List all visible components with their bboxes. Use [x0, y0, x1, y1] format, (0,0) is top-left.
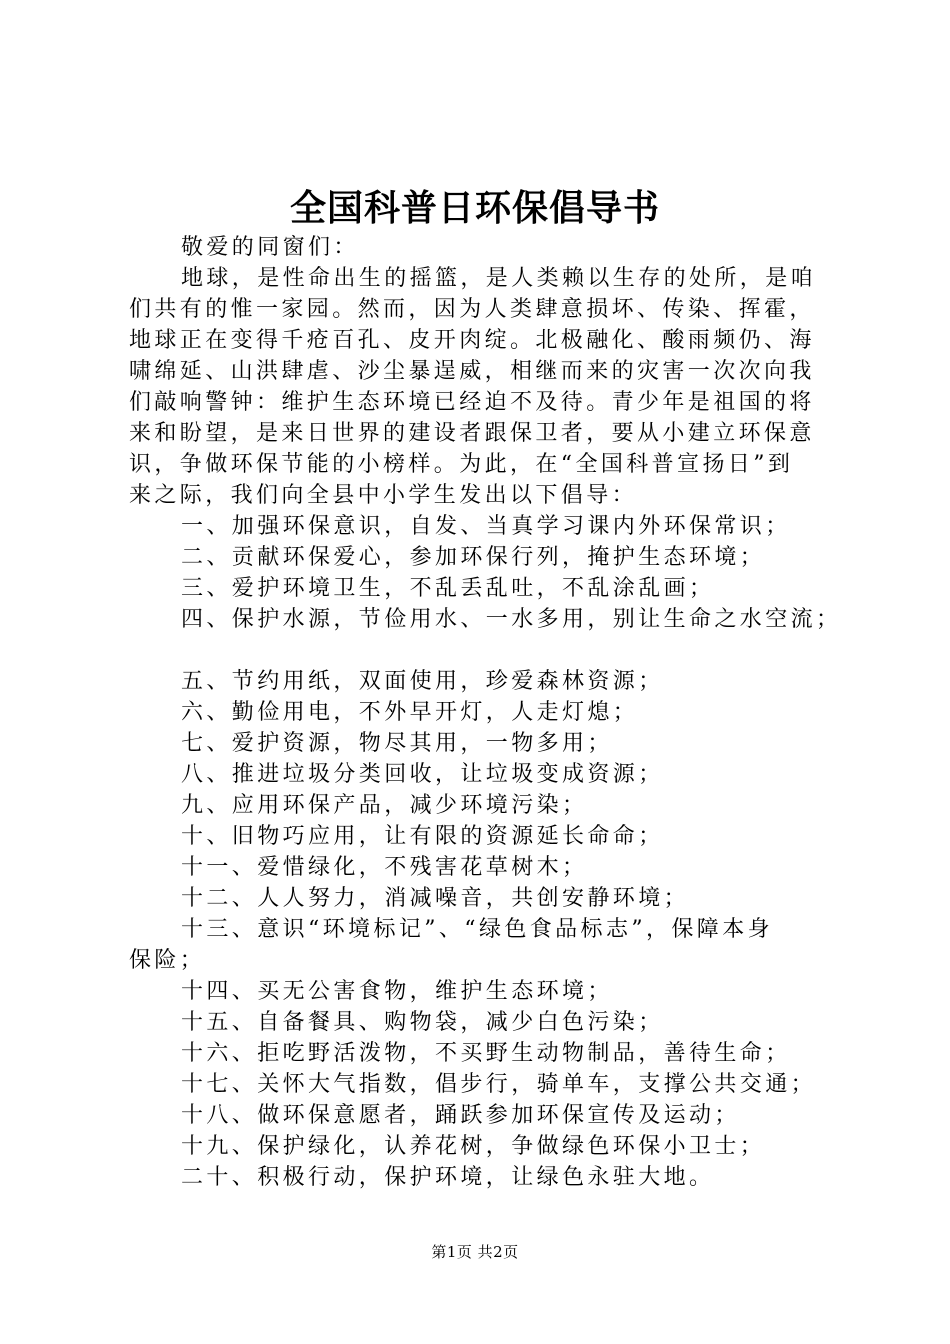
list-item: 十五、自备餐具、购物袋，减少白色污染； [181, 1010, 664, 1035]
list-item: 十九、保护绿化，认养花树，争做绿色环保小卫士； [181, 1134, 766, 1159]
intro-line: 来之际，我们向全县中小学生发出以下倡导： [129, 483, 638, 508]
intro-line: 来和盼望，是来日世界的建设者跟保卫者，要从小建立环保意 [129, 421, 815, 446]
document-title: 全国科普日环保倡导书 [289, 187, 660, 229]
list-item: 六、勤俭用电，不外早开灯，人走灯熄； [181, 700, 639, 725]
list-item: 七、爱护资源，物尽其用，一物多用； [181, 731, 613, 756]
intro-line: 啸绵延、山洪肆虐、沙尘暴逞威，相继而来的灾害一次次向我 [129, 359, 815, 384]
list-item: 十四、买无公害食物，维护生态环境； [181, 979, 613, 1004]
list-item: 十一、爱惜绿化，不残害花草树木； [181, 855, 588, 880]
list-item: 十、旧物巧应用，让有限的资源延长命命； [181, 824, 664, 849]
blank-line [129, 635, 835, 666]
salutation: 敬爱的同窗们： [181, 235, 359, 260]
list-item: 十七、关怀大气指数，倡步行，骑单车，支撑公共交通； [181, 1072, 817, 1097]
list-item: 五、节约用纸，双面使用，珍爱森林资源； [181, 669, 664, 694]
list-item: 八、推进垃圾分类回收，让垃圾变成资源； [181, 762, 664, 787]
intro-line: 地球，是性命出生的摇篮，是人类赖以生存的处所，是咱 [181, 266, 817, 291]
list-item: 十二、人人努力，消减噪音，共创安静环境； [181, 886, 690, 911]
list-item: 二十、积极行动，保护环境，让绿色永驻大地。 [181, 1165, 715, 1190]
list-item: 九、应用环保产品，减少环境污染； [181, 793, 588, 818]
list-item: 十六、拒吃野活泼物，不买野生动物制品，善待生命； [181, 1041, 791, 1066]
page-footer: 第1页 共2页 [431, 1243, 519, 1261]
intro-line: 地球正在变得千疮百孔、皮开肉绽。北极融化、酸雨频仍、海 [129, 328, 815, 353]
document-body [129, 232, 842, 1193]
intro-line: 识，争做环保节能的小榜样。为此，在“全国科普宣扬日”到 [129, 452, 794, 477]
list-item: 一、加强环保意识，自发、当真学习课内外环保常识； [181, 514, 791, 539]
intro-line: 们敲响警钟：维护生态环境已经迫不及待。青少年是祖国的将 [129, 390, 815, 415]
list-item: 二、贡献环保爱心，参加环保行列，掩护生态环境； [181, 545, 766, 570]
list-item: 十三、意识“环境标记”、“绿色食品标志”，保障本身 [181, 917, 773, 942]
list-item: 四、保护水源，节俭用水、一水多用，别让生命之水空流； [181, 607, 842, 632]
list-item-continuation: 保险； [129, 948, 206, 973]
list-item: 十八、做环保意愿者，踊跃参加环保宣传及运动； [181, 1103, 740, 1128]
list-item: 三、爱护环境卫生，不乱丢乱吐，不乱涂乱画； [181, 576, 715, 601]
intro-line: 们共有的惟一家园。然而，因为人类肆意损坏、传染、挥霍， [129, 297, 815, 322]
